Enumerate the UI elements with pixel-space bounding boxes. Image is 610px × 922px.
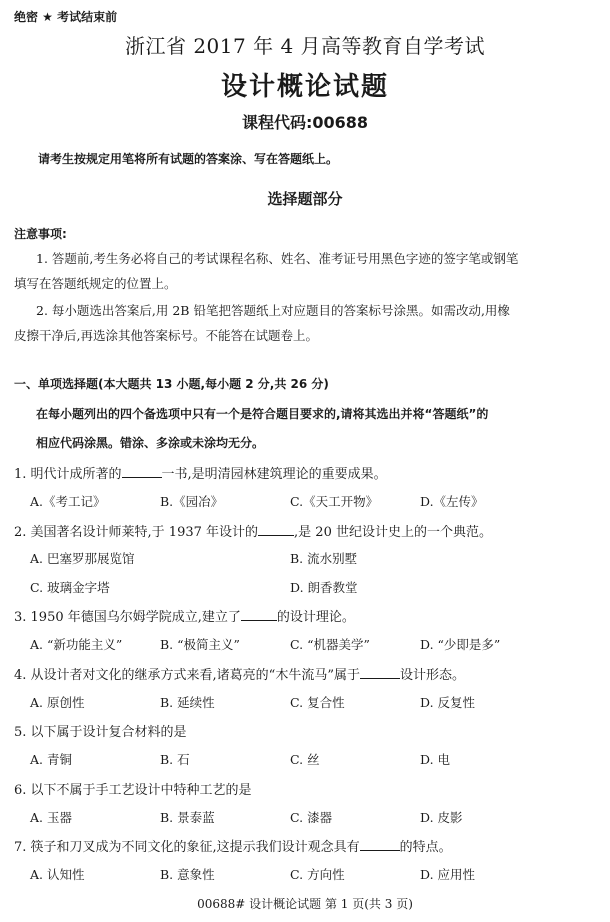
answer-instruction: 请考生按规定用笔将所有试题的答案涂、写在答题纸上。 — [38, 152, 339, 166]
note-2-line-1: 2. 每小题选出答案后,用 2B 铅笔把答题纸上对应题目的答案标号涂黑。如需改动,用橡 — [36, 303, 510, 318]
note-2-line-2: 皮擦干净后,再选涂其他答案标号。不能答在试题卷上。 — [14, 328, 318, 343]
question-4-option-a: A. 原创性 — [30, 695, 85, 710]
page-footer: 00688# 设计概论试题 第 1 页(共 3 页) — [197, 897, 413, 911]
question-7-option-d: D. 应用性 — [420, 867, 476, 882]
question-1-text-before: 1. 明代计成所著的 — [14, 467, 122, 482]
question-5-option-b: B. 石 — [160, 752, 190, 767]
question-3-option-b: B. “极简主义” — [160, 637, 240, 652]
question-2-option-d: D. 朗香教堂 — [290, 580, 358, 595]
question-7-stem — [14, 836, 452, 855]
subject-title: 设计概论试题 — [220, 72, 389, 102]
question-4-text-before: 4. 从设计者对文化的继承方式来看,诸葛亮的“木牛流马”属于 — [14, 668, 360, 683]
note-1-line-2: 填写在答题纸规定的位置上。 — [14, 276, 177, 291]
question-7-option-a: A. 认知性 — [30, 867, 85, 882]
question-5-stem — [14, 721, 187, 740]
question-3-option-a: A. “新功能主义” — [30, 637, 123, 652]
question-1-text-after: 一书,是明清园林建筑理论的重要成果。 — [161, 467, 387, 482]
question-6-option-a: A. 玉器 — [30, 810, 72, 825]
question-6-text: 6. 以下不属于手工艺设计中特种工艺的是 — [14, 783, 252, 798]
question-2-stem — [14, 521, 492, 540]
question-1-stem — [14, 463, 387, 482]
question-7-text-after: 的特点。 — [399, 840, 452, 855]
question-1-option-c: C.《天工开物》 — [290, 494, 379, 509]
part-title: 选择题部分 — [267, 190, 343, 208]
question-3-text-after: 的设计理论。 — [276, 610, 355, 625]
question-1-option-d: D.《左传》 — [420, 494, 484, 509]
question-4-stem — [14, 664, 465, 683]
question-4-text-after: 设计形态。 — [399, 668, 465, 683]
notes-heading: 注意事项: — [14, 227, 67, 241]
question-3-option-c: C. “机器美学” — [290, 637, 370, 652]
question-1-option-b: B.《园冶》 — [160, 494, 224, 509]
question-3-text-before: 3. 1950 年德国乌尔姆学院成立,建立了 — [14, 610, 241, 625]
note-1-line-1: 1. 答题前,考生务必将自己的考试课程名称、姓名、准考证号用黑色字迹的签字笔或钢笔 — [36, 251, 519, 266]
question-1-option-a: A.《考工记》 — [30, 494, 106, 509]
section-heading: 一、单项选择题(本大题共 13 小题,每小题 2 分,共 26 分) — [14, 377, 329, 391]
question-1-blank — [122, 465, 162, 478]
question-5-option-d: D. 电 — [420, 752, 451, 767]
question-3-blank — [241, 608, 277, 621]
question-3-stem — [14, 606, 355, 625]
question-6-option-b: B. 景泰蓝 — [160, 810, 215, 825]
confidential-label: 绝密 ★ 考试结束前 — [14, 10, 118, 24]
question-2-blank — [258, 523, 294, 536]
question-7-blank — [360, 838, 400, 851]
question-2-option-a: A. 巴塞罗那展览馆 — [30, 551, 135, 566]
question-7-option-b: B. 意象性 — [160, 867, 215, 882]
question-2-text-before: 2. 美国著名设计师莱特,于 1937 年设计的 — [14, 525, 259, 540]
question-7-text-before: 7. 筷子和刀叉成为不同文化的象征,这提示我们设计观念具有 — [14, 840, 360, 855]
question-6-option-d: D. 皮影 — [420, 810, 463, 825]
question-5-option-c: C. 丝 — [290, 752, 320, 767]
question-5-option-a: A. 青铜 — [30, 752, 72, 767]
exam-title: 浙江省 2017 年 4 月高等教育自学考试 — [124, 34, 486, 58]
question-7-option-c: C. 方向性 — [290, 867, 345, 882]
question-4-blank — [360, 666, 400, 679]
question-6-stem — [14, 779, 252, 798]
question-4-option-b: B. 延续性 — [160, 695, 215, 710]
question-4-option-d: D. 反复性 — [420, 695, 476, 710]
question-2-text-after: ,是 20 世纪设计史上的一个典范。 — [294, 525, 492, 540]
section-desc-line-2: 相应代码涂黑。错涂、多涂或未涂均无分。 — [36, 436, 265, 450]
course-code: 课程代码:00688 — [241, 113, 369, 132]
question-5-text: 5. 以下属于设计复合材料的是 — [14, 725, 187, 740]
question-2-option-c: C. 玻璃金字塔 — [30, 580, 110, 595]
question-2-option-b: B. 流水别墅 — [290, 551, 358, 566]
question-6-option-c: C. 漆器 — [290, 810, 333, 825]
question-3-option-d: D. “少即是多” — [420, 637, 501, 652]
section-desc-line-1: 在每小题列出的四个备选项中只有一个是符合题目要求的,请将其选出并将“答题纸”的 — [36, 407, 489, 421]
question-4-option-c: C. 复合性 — [290, 695, 345, 710]
